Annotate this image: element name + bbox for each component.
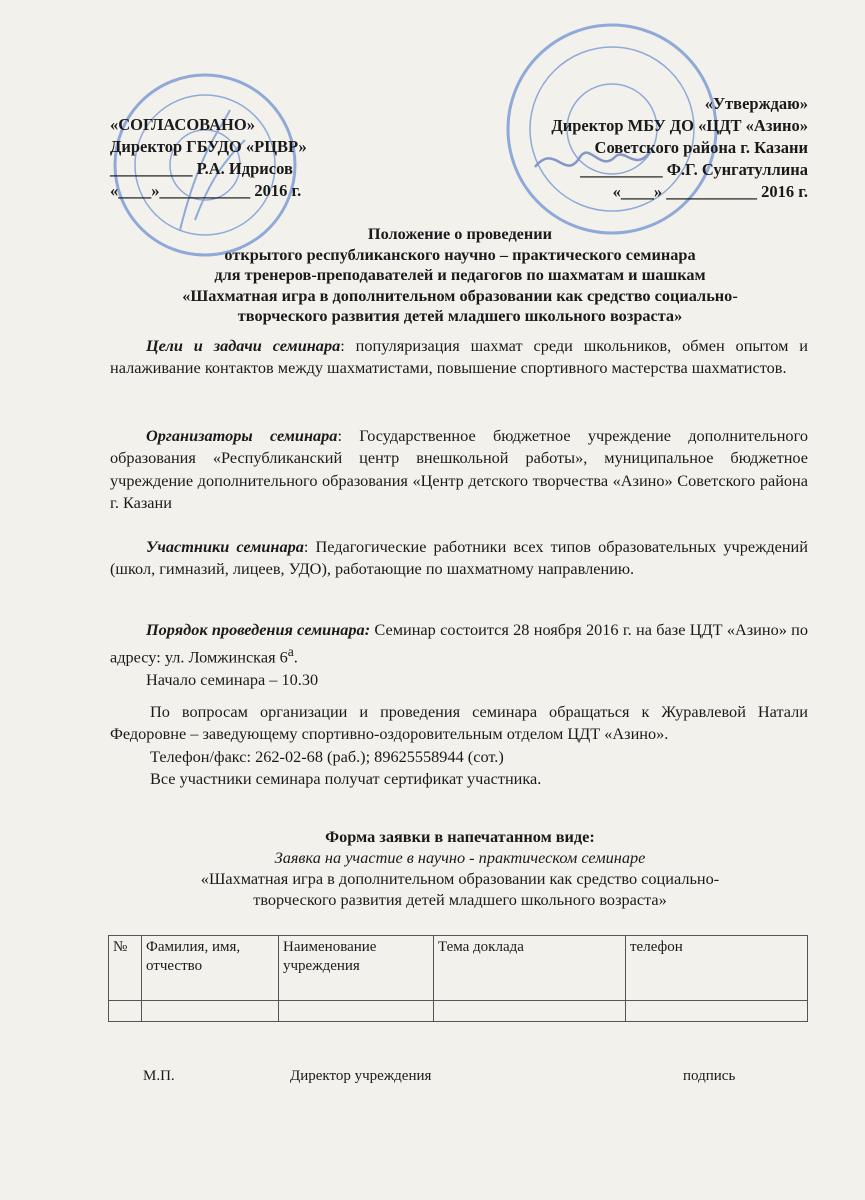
table-row <box>109 1001 808 1022</box>
procedure-sup: а <box>287 644 294 660</box>
section-participants <box>110 536 808 581</box>
table-cell[interactable] <box>109 1001 142 1022</box>
section-contact <box>110 701 808 790</box>
title-line: для тренеров-преподавателей и педагогов по шахматам и шашкам <box>214 265 706 284</box>
approval-left <box>110 114 307 202</box>
organizers-text: : Государственное бюджетное учреждение дополнительного образования «Республиканский центр внешкольной работы», муниципальное бюджетное учреждение дополнительного образования «Центр детского творчества «Азино» Советского района г. Казани <box>110 426 808 512</box>
certificate-text: Все участники семинара получат сертификат участника. <box>150 768 542 788</box>
procedure-text: Семинар состоится 28 ноября 2016 г. на базе ЦДТ «Азино» по адресу: ул. Ломжинская 6 <box>110 620 809 667</box>
approval-right-date: «____» ___________ 2016 г. <box>612 182 808 201</box>
section-procedure: Порядок проведения семинара: Семинар состоится 28 ноября 2016 г. на базе ЦДТ «Азино» по адресу: ул. Ломжинская $6^а$. Начало семинара – 10.30 <box>110 619 808 691</box>
procedure-label: Порядок проведения семинара: <box>146 620 371 639</box>
column-number: № <box>109 936 142 1001</box>
approval-left-position: Директор ГБУДО «РЦВР» <box>110 137 307 156</box>
approval-right-district: Советского района г. Казани <box>594 138 808 157</box>
goals-label: Цели и задачи семинара <box>146 336 341 355</box>
approval-right-position: Директор МБУ ДО «ЦДТ «Азино» <box>551 116 808 135</box>
column-name: Фамилия, имя, отчество <box>142 936 279 1001</box>
signature-label: подпись <box>683 1068 736 1084</box>
participants-text: : Педагогические работники всех типов образовательных учреждений (школ, гимназий, лицеев, УДО), работающие по шахматному направлению. <box>110 537 808 579</box>
approval-right <box>551 93 808 203</box>
section-organizers <box>110 425 808 514</box>
table-cell[interactable] <box>626 1001 808 1022</box>
goals-text: : популяризация шахмат среди школьников, обмен опытом и налаживание контактов между шахматистами, повышение спортивного мастерства шахматистов. <box>110 336 808 378</box>
approval-left-heading: «СОГЛАСОВАНО» <box>110 115 255 134</box>
seal-label: М.П. <box>143 1068 175 1084</box>
column-phone: телефон <box>626 936 808 1001</box>
form-subheading: Заявка на участие в научно - практическом семинаре <box>274 848 646 867</box>
table-header-row <box>109 936 808 1001</box>
column-topic: Тема доклада <box>434 936 626 1001</box>
title-line: «Шахматная игра в дополнительном образовании как средство социально- <box>182 285 738 305</box>
start-time: Начало семинара – 10.30 <box>146 670 319 690</box>
title-line: Положение о проведении <box>367 224 553 243</box>
approval-left-signer: __________ Р.А. Идрисов <box>110 159 293 178</box>
form-topic: «Шахматная игра в дополнительном образовании как средство социально- <box>200 869 720 888</box>
column-institution: Наименование учреждения <box>279 936 434 1001</box>
document-title <box>80 224 840 327</box>
title-line: открытого республиканского научно – практического семинара <box>224 244 696 264</box>
application-form-header <box>80 826 840 910</box>
form-topic: творческого развития детей младшего школьного возраста» <box>253 890 667 909</box>
approval-right-signer: __________ Ф.Г. Сунгатуллина <box>580 160 808 179</box>
table-cell[interactable] <box>279 1001 434 1022</box>
application-table <box>108 935 808 1022</box>
contact-text: По вопросам организации и проведения семинара обращаться к Журавлевой Натали Федоровне – заведующему спортивно-оздоровительным отделом ЦДТ «Азино». <box>110 702 808 744</box>
approval-left-date: «____»___________ 2016 г. <box>110 181 302 200</box>
phone-text: Телефон/факс: 262-02-68 (раб.); 89625558944 (сот.) <box>150 746 504 766</box>
table-cell[interactable] <box>142 1001 279 1022</box>
section-goals <box>110 335 808 380</box>
approval-right-heading: «Утверждаю» <box>704 94 808 113</box>
form-heading: Форма заявки в напечатанном виде: <box>325 827 595 846</box>
organizers-label: Организаторы семинара <box>146 426 338 445</box>
participants-label: Участники семинара <box>146 537 304 556</box>
table-cell[interactable] <box>434 1001 626 1022</box>
title-line: творческого развития детей младшего школьного возраста» <box>237 306 683 325</box>
director-label: Директор учреждения <box>290 1068 432 1084</box>
